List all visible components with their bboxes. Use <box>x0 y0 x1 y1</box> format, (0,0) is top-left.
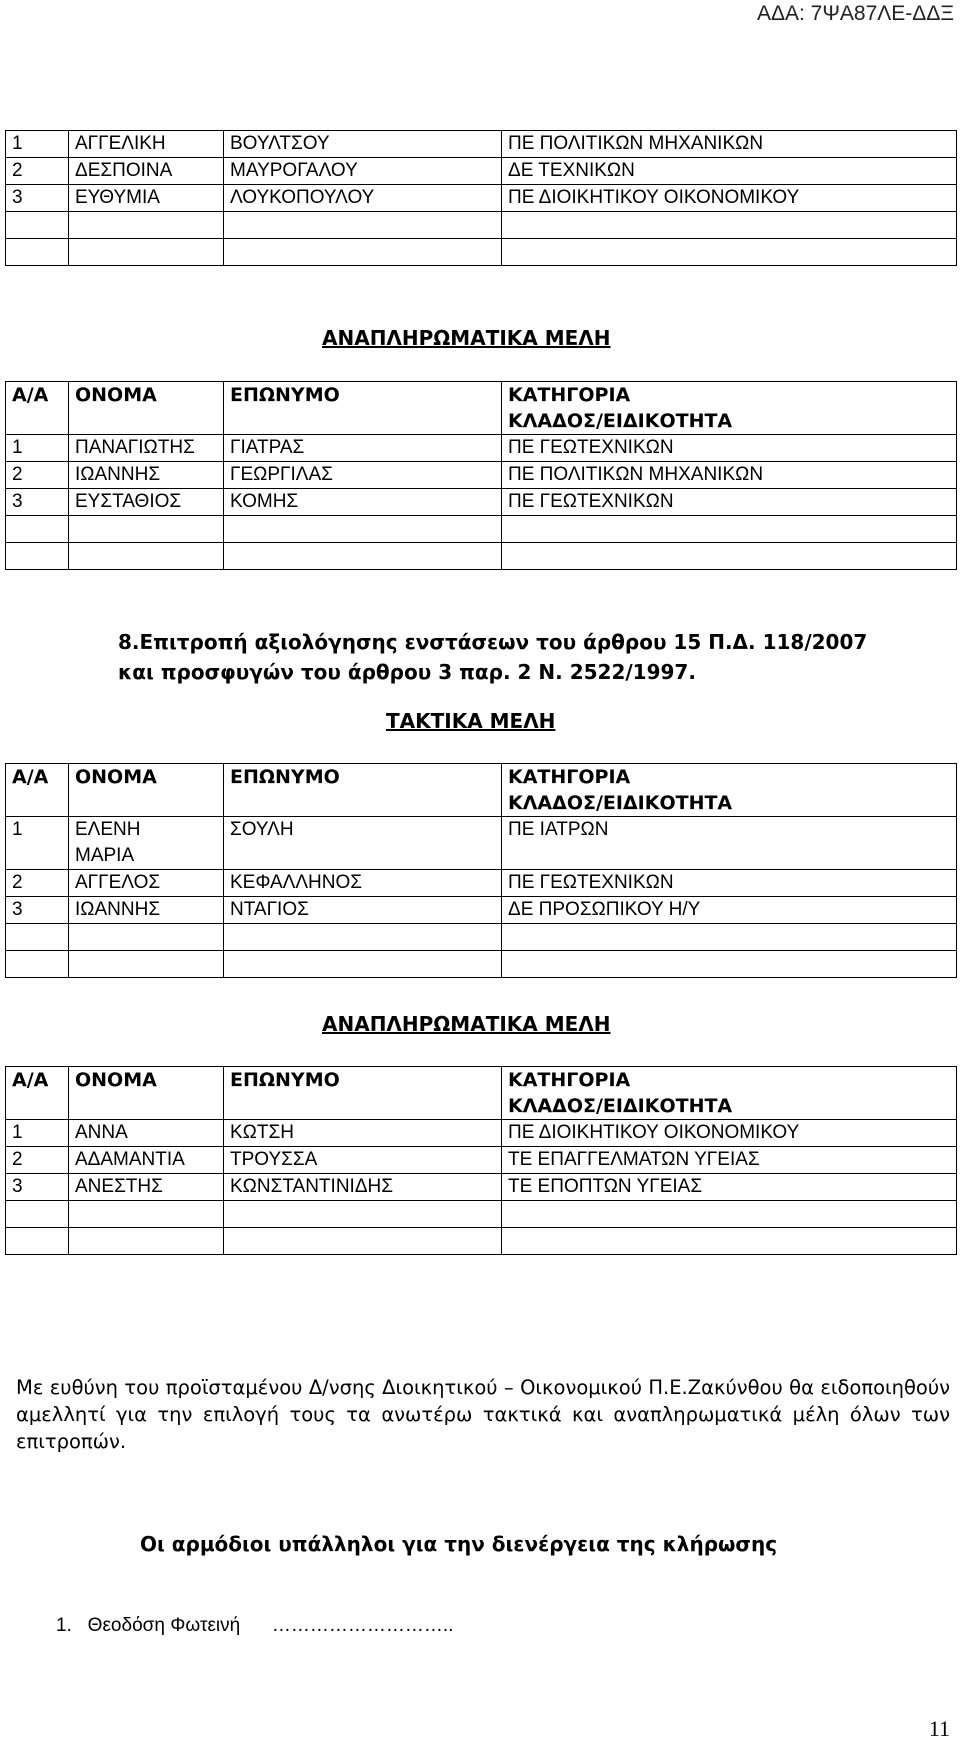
table-cell: ΟΝΟΜΑ <box>69 382 224 435</box>
table-cell: ΑΝΝΑ <box>69 1120 224 1147</box>
table-cell: ΙΩΑΝΝΗΣ <box>69 897 224 924</box>
table-cell: 2 <box>6 158 69 185</box>
table-cell: ΚΩΝΣΤΑΝΤΙΝΙΔΗΣ <box>224 1174 502 1201</box>
table-cell: ΤΡΟΥΣΣΑ <box>224 1147 502 1174</box>
table-cell <box>502 212 957 239</box>
table-cell <box>69 212 224 239</box>
table-cell: 2 <box>6 1147 69 1174</box>
table-cell <box>69 951 224 978</box>
table-cell: Α/Α <box>6 1067 69 1120</box>
page-number: 11 <box>928 1716 950 1741</box>
officials-title: Οι αρμόδιοι υπάλληλοι για την διενέργεια της κλήρωσης <box>140 1532 778 1556</box>
header-category: ΚΑΤΗΓΟΡΙΑ <box>508 766 631 788</box>
table-cell: ΚΕΦΑΛΛΗΝΟΣ <box>224 870 502 897</box>
table-cell: ΝΤΑΓΙΟΣ <box>224 897 502 924</box>
table-cell <box>502 516 957 543</box>
table-cell: ΠΕ ΠΟΛΙΤΙΚΩΝ ΜΗΧΑΝΙΚΩΝ <box>502 131 957 158</box>
table-cell: ΔΕ ΠΡΟΣΩΠΙΚΟΥ Η/Υ <box>502 897 957 924</box>
table-cell <box>6 516 69 543</box>
header-branch: ΚΛΑΔΟΣ/ΕΙΔΙΚΟΤΗΤΑ <box>508 1095 733 1117</box>
table-regular-2 <box>5 763 957 978</box>
table-cell: 1 <box>6 817 69 870</box>
table-cell: ΕΥΣΤΑΘΙΟΣ <box>69 489 224 516</box>
table-cell: ΚΩΤΣΗ <box>224 1120 502 1147</box>
table-row <box>6 435 957 462</box>
table-cell <box>502 1067 957 1120</box>
table-cell <box>224 239 502 266</box>
table-cell: 1 <box>6 435 69 462</box>
first-name-part: ΕΛΕΝΗ <box>75 819 141 840</box>
table-cell: ΠΕ ΔΙΟΙΚΗΤΙΚΟΥ ΟΙΚΟΝΟΜΙΚΟΥ <box>502 1120 957 1147</box>
table-cell <box>224 951 502 978</box>
table-cell: ΠΕ ΓΕΩΤΕΧΝΙΚΩΝ <box>502 870 957 897</box>
table-cell <box>502 1228 957 1255</box>
table-cell <box>6 951 69 978</box>
table-cell: ΑΔΑΜΑΝΤΙΑ <box>69 1147 224 1174</box>
table-cell: 1 <box>6 131 69 158</box>
table-cell: ΛΟΥΚΟΠΟΥΛΟΥ <box>224 185 502 212</box>
table-cell: ΔΕ ΤΕΧΝΙΚΩΝ <box>502 158 957 185</box>
table-cell: Α/Α <box>6 764 69 817</box>
table-row <box>6 1120 957 1147</box>
table-cell <box>502 924 957 951</box>
table-cell: ΠΑΝΑΓΙΩΤΗΣ <box>69 435 224 462</box>
table-cell: Α/Α <box>6 382 69 435</box>
table-cell: 2 <box>6 462 69 489</box>
table-row <box>6 870 957 897</box>
table-cell <box>69 1201 224 1228</box>
table-row <box>6 516 957 543</box>
table-cell: 3 <box>6 185 69 212</box>
official-list-item: 1. Θεοδόση Φωτεινή ……………………….. <box>56 1615 454 1636</box>
table-cell: ΤΕ ΕΠΑΓΓΕΛΜΑΤΩΝ ΥΓΕΙΑΣ <box>502 1147 957 1174</box>
table-cell: ΙΩΑΝΝΗΣ <box>69 462 224 489</box>
table-cell <box>6 212 69 239</box>
header-branch: ΚΛΑΔΟΣ/ΕΙΔΙΚΟΤΗΤΑ <box>508 792 733 814</box>
table-cell: ΑΓΓΕΛΟΣ <box>69 870 224 897</box>
table-cell: ΠΕ ΙΑΤΡΩΝ <box>502 817 957 870</box>
table-members-1 <box>5 130 957 266</box>
table-row <box>6 951 957 978</box>
first-name-part: ΜΑΡΙΑ <box>75 845 135 866</box>
table-header-row <box>6 1067 957 1120</box>
header-branch: ΚΛΑΔΟΣ/ΕΙΔΙΚΟΤΗΤΑ <box>508 410 733 432</box>
table-cell: ΟΝΟΜΑ <box>69 1067 224 1120</box>
table-cell <box>224 1201 502 1228</box>
table-row <box>6 212 957 239</box>
table-cell: ΣΟΥΛΗ <box>224 817 502 870</box>
table-row <box>6 543 957 570</box>
table-row <box>6 185 957 212</box>
table-row <box>6 897 957 924</box>
table-cell <box>224 1228 502 1255</box>
table-cell: ΜΑΥΡΟΓΑΛΟΥ <box>224 158 502 185</box>
table-cell: ΠΕ ΓΕΩΤΕΧΝΙΚΩΝ <box>502 489 957 516</box>
table-cell <box>69 817 224 870</box>
table-cell: ΑΓΓΕΛΙΚΗ <box>69 131 224 158</box>
table-cell <box>502 1201 957 1228</box>
table-row <box>6 462 957 489</box>
table-cell <box>6 239 69 266</box>
table-row <box>6 489 957 516</box>
section-8-heading <box>118 627 958 687</box>
table-cell: ΓΕΩΡΓΙΛΑΣ <box>224 462 502 489</box>
table-cell: 1 <box>6 1120 69 1147</box>
table-row <box>6 158 957 185</box>
table-cell: ΠΕ ΓΕΩΤΕΧΝΙΚΩΝ <box>502 435 957 462</box>
table-cell: ΚΟΜΗΣ <box>224 489 502 516</box>
table-row <box>6 1201 957 1228</box>
table-cell: ΓΙΑΤΡΑΣ <box>224 435 502 462</box>
table-cell: ΠΕ ΔΙΟΙΚΗΤΙΚΟΥ ΟΙΚΟΝΟΜΙΚΟΥ <box>502 185 957 212</box>
table-row <box>6 1147 957 1174</box>
table-row <box>6 1174 957 1201</box>
table-cell <box>502 382 957 435</box>
table-row <box>6 239 957 266</box>
table-cell <box>6 543 69 570</box>
table-cell <box>6 1201 69 1228</box>
table-alternates-1 <box>5 381 957 570</box>
header-category: ΚΑΤΗΓΟΡΙΑ <box>508 384 631 406</box>
table-cell <box>69 1228 224 1255</box>
table-row <box>6 924 957 951</box>
ada-code: ΑΔΑ: 7ΨΑ87ΛΕ-ΔΔΞ <box>756 2 954 25</box>
table-cell: ΤΕ ΕΠΟΠΤΩΝ ΥΓΕΙΑΣ <box>502 1174 957 1201</box>
table-cell <box>502 764 957 817</box>
table-cell: ΠΕ ΠΟΛΙΤΙΚΩΝ ΜΗΧΑΝΙΚΩΝ <box>502 462 957 489</box>
table-cell: 2 <box>6 870 69 897</box>
table-cell <box>502 543 957 570</box>
table-cell <box>224 516 502 543</box>
table-row <box>6 1228 957 1255</box>
table-cell <box>69 516 224 543</box>
table-cell: ΟΝΟΜΑ <box>69 764 224 817</box>
table-cell <box>6 1228 69 1255</box>
table-cell <box>69 924 224 951</box>
table-cell <box>224 212 502 239</box>
table-cell: 3 <box>6 489 69 516</box>
table-cell: ΑΝΕΣΤΗΣ <box>69 1174 224 1201</box>
table-cell: 3 <box>6 1174 69 1201</box>
table-header-row <box>6 382 957 435</box>
closing-paragraph: Με ευθύνη του προϊσταμένου Δ/νσης Διοικητικού – Οικονομικού Π.Ε.Ζακύνθου θα ειδοποιηθούν αμελλητί για την επιλογή τους τα ανωτέρω τακτικά και αναπληρωματικά μέλη όλων των επιτροπών. <box>16 1376 950 1453</box>
section-8-line-2: και προσφυγών του άρθρου 3 παρ. 2 Ν. 2522/1997. <box>118 660 696 684</box>
table-alternates-2 <box>5 1066 957 1255</box>
table-cell <box>6 924 69 951</box>
header-category: ΚΑΤΗΓΟΡΙΑ <box>508 1069 631 1091</box>
table-cell <box>224 543 502 570</box>
table-cell <box>502 951 957 978</box>
table-cell: 3 <box>6 897 69 924</box>
table-cell <box>69 239 224 266</box>
table-cell: ΕΠΩΝΥΜΟ <box>224 764 502 817</box>
table-row <box>6 817 957 870</box>
table-cell: ΕΠΩΝΥΜΟ <box>224 382 502 435</box>
table-header-row <box>6 764 957 817</box>
table-cell: ΒΟΥΛΤΣΟΥ <box>224 131 502 158</box>
table-cell: ΕΥΘΥΜΙΑ <box>69 185 224 212</box>
section-8-line-1: 8.Επιτροπή αξιολόγησης ενστάσεων του άρθρου 15 Π.Δ. 118/2007 <box>118 630 868 654</box>
table-cell <box>502 239 957 266</box>
table-cell <box>69 543 224 570</box>
section-title-alternates-2: ΑΝΑΠΛΗΡΩΜΑΤΙΚΑ ΜΕΛΗ <box>322 1012 611 1036</box>
table-cell: ΔΕΣΠΟΙΝΑ <box>69 158 224 185</box>
section-title-alternates-1: ΑΝΑΠΛΗΡΩΜΑΤΙΚΑ ΜΕΛΗ <box>322 326 611 350</box>
table-cell <box>224 924 502 951</box>
table-cell: ΕΠΩΝΥΜΟ <box>224 1067 502 1120</box>
table-row <box>6 131 957 158</box>
section-title-regular: ΤΑΚΤΙΚΑ ΜΕΛΗ <box>386 709 556 733</box>
